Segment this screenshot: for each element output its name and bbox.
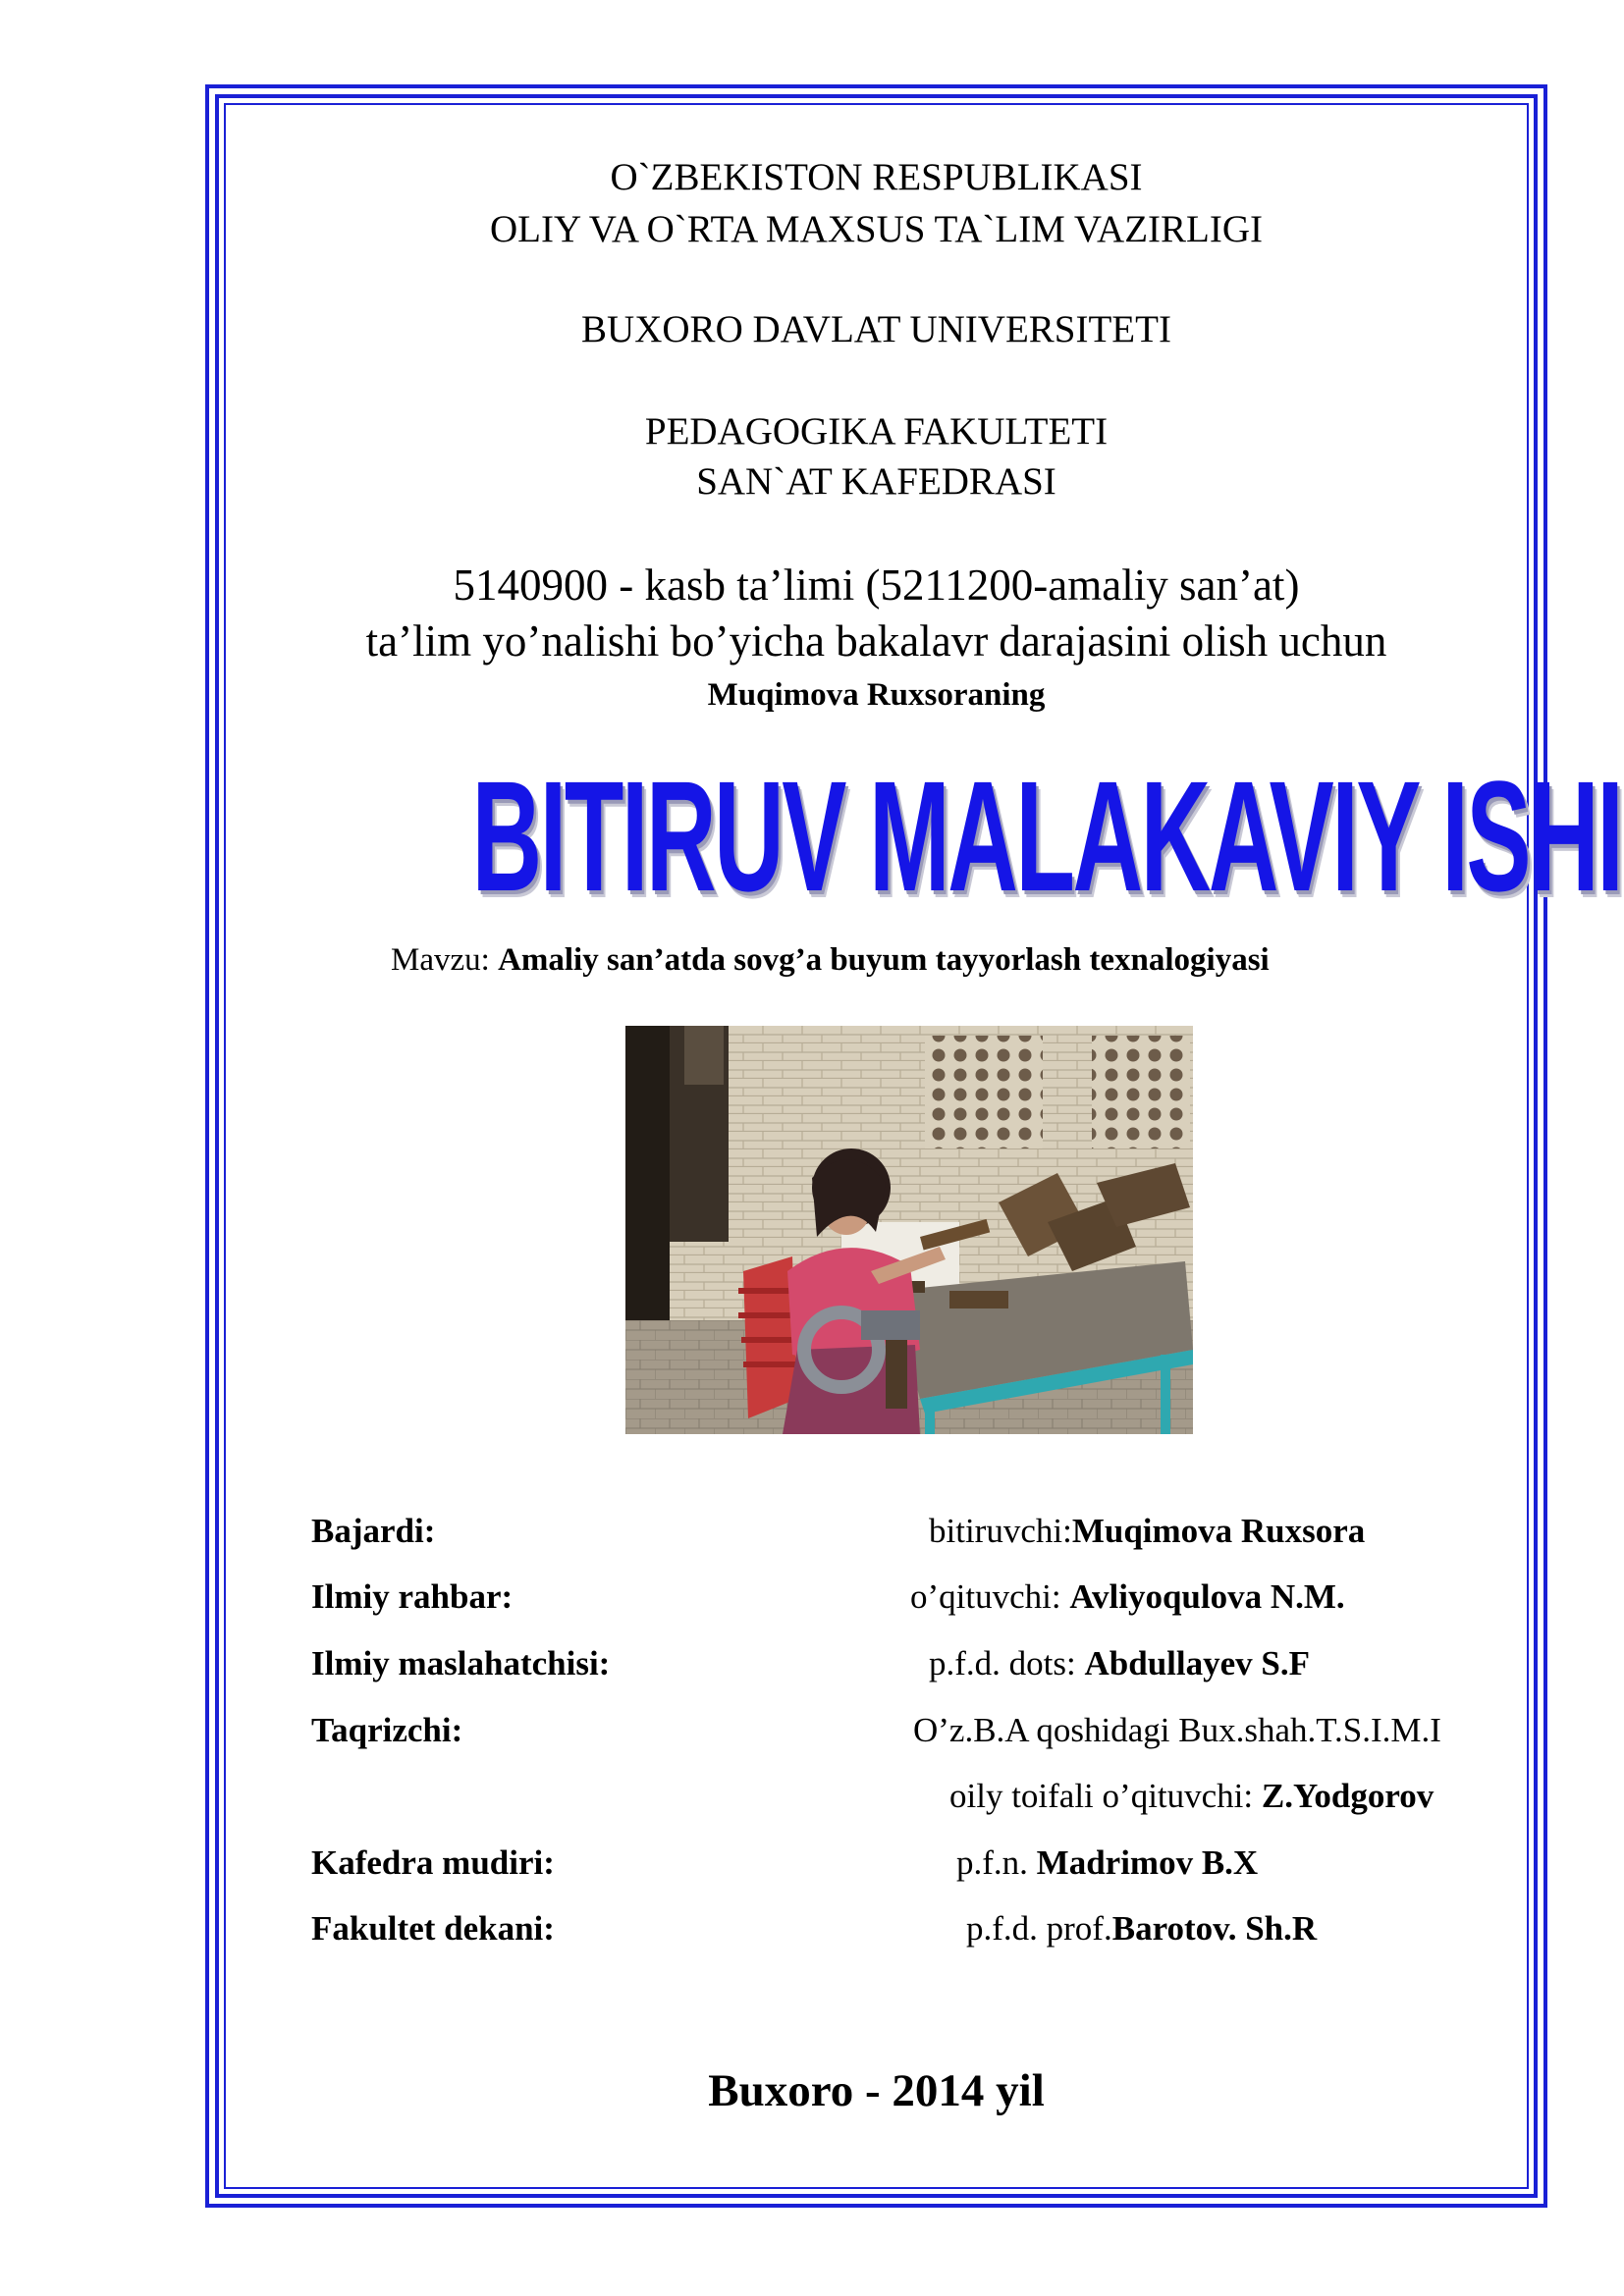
credit-value-ilmiy-rahbar: o’qituvchi: Avliyoqulova N.M. bbox=[910, 1577, 1345, 1616]
header-faculty: PEDAGOGIKA FAKULTETI bbox=[644, 410, 1109, 453]
header-republic: O`ZBEKISTON RESPUBLIKASI bbox=[610, 156, 1143, 198]
footer-city-year: Buxoro - 2014 yil bbox=[708, 2065, 1045, 2116]
credit-value-taqrizchi-2: oily toifali o’qituvchi: Z.Yodgorov bbox=[949, 1777, 1435, 1815]
credit-label-kafedra-mudiri: Kafedra mudiri: bbox=[311, 1843, 555, 1882]
degree-line-2: ta’lim yo’nalishi bo’yicha bakalavr darajasini olish uchun bbox=[365, 616, 1387, 666]
header-university: BUXORO DAVLAT UNIVERSITETI bbox=[581, 308, 1171, 350]
credit-label-taqrizchi: Taqrizchi: bbox=[311, 1711, 463, 1749]
credit-value-kafedra-mudiri: p.f.n. Madrimov B.X bbox=[956, 1843, 1259, 1882]
photo-woodcarving-student bbox=[625, 1026, 1193, 1434]
topic-label: Mavzu: bbox=[391, 942, 490, 978]
credit-label-ilmiy-rahbar: Ilmiy rahbar: bbox=[311, 1577, 514, 1616]
topic-line bbox=[391, 942, 1270, 979]
topic-text: Amaliy san’atda sovg’a buyum tayyorlash texnalogiyasi bbox=[498, 942, 1270, 978]
credit-value-taqrizchi: O’z.B.A qoshidagi Bux.shah.T.S.I.M.I bbox=[913, 1711, 1441, 1749]
degree-line-1: 5140900 - kasb ta’limi (5211200-amaliy san’at) bbox=[453, 561, 1300, 610]
credit-value-ilmiy-maslahatchisi: p.f.d. dots: Abdullayev S.F bbox=[929, 1644, 1310, 1682]
credit-value-fakultet-dekani: p.f.d. prof.Barotov. Sh.R bbox=[966, 1909, 1318, 1948]
credit-label-fakultet-dekani: Fakultet dekani: bbox=[311, 1909, 555, 1948]
document-title: BITIRUV MALAKAVIY ISHI bbox=[471, 748, 1622, 924]
header-department: SAN`AT KAFEDRASI bbox=[696, 460, 1056, 503]
credit-label-bajardi: Bajardi: bbox=[311, 1512, 436, 1550]
credit-label-ilmiy-maslahatchisi: Ilmiy maslahatchisi: bbox=[311, 1644, 611, 1682]
credit-value-bajardi: bitiruvchi:Muqimova Ruxsora bbox=[929, 1512, 1366, 1550]
header-ministry: OLIY VA O`RTA MAXSUS TA`LIM VAZIRLIGI bbox=[490, 208, 1263, 250]
author-genitive: Muqimova Ruxsoraning bbox=[707, 677, 1046, 713]
